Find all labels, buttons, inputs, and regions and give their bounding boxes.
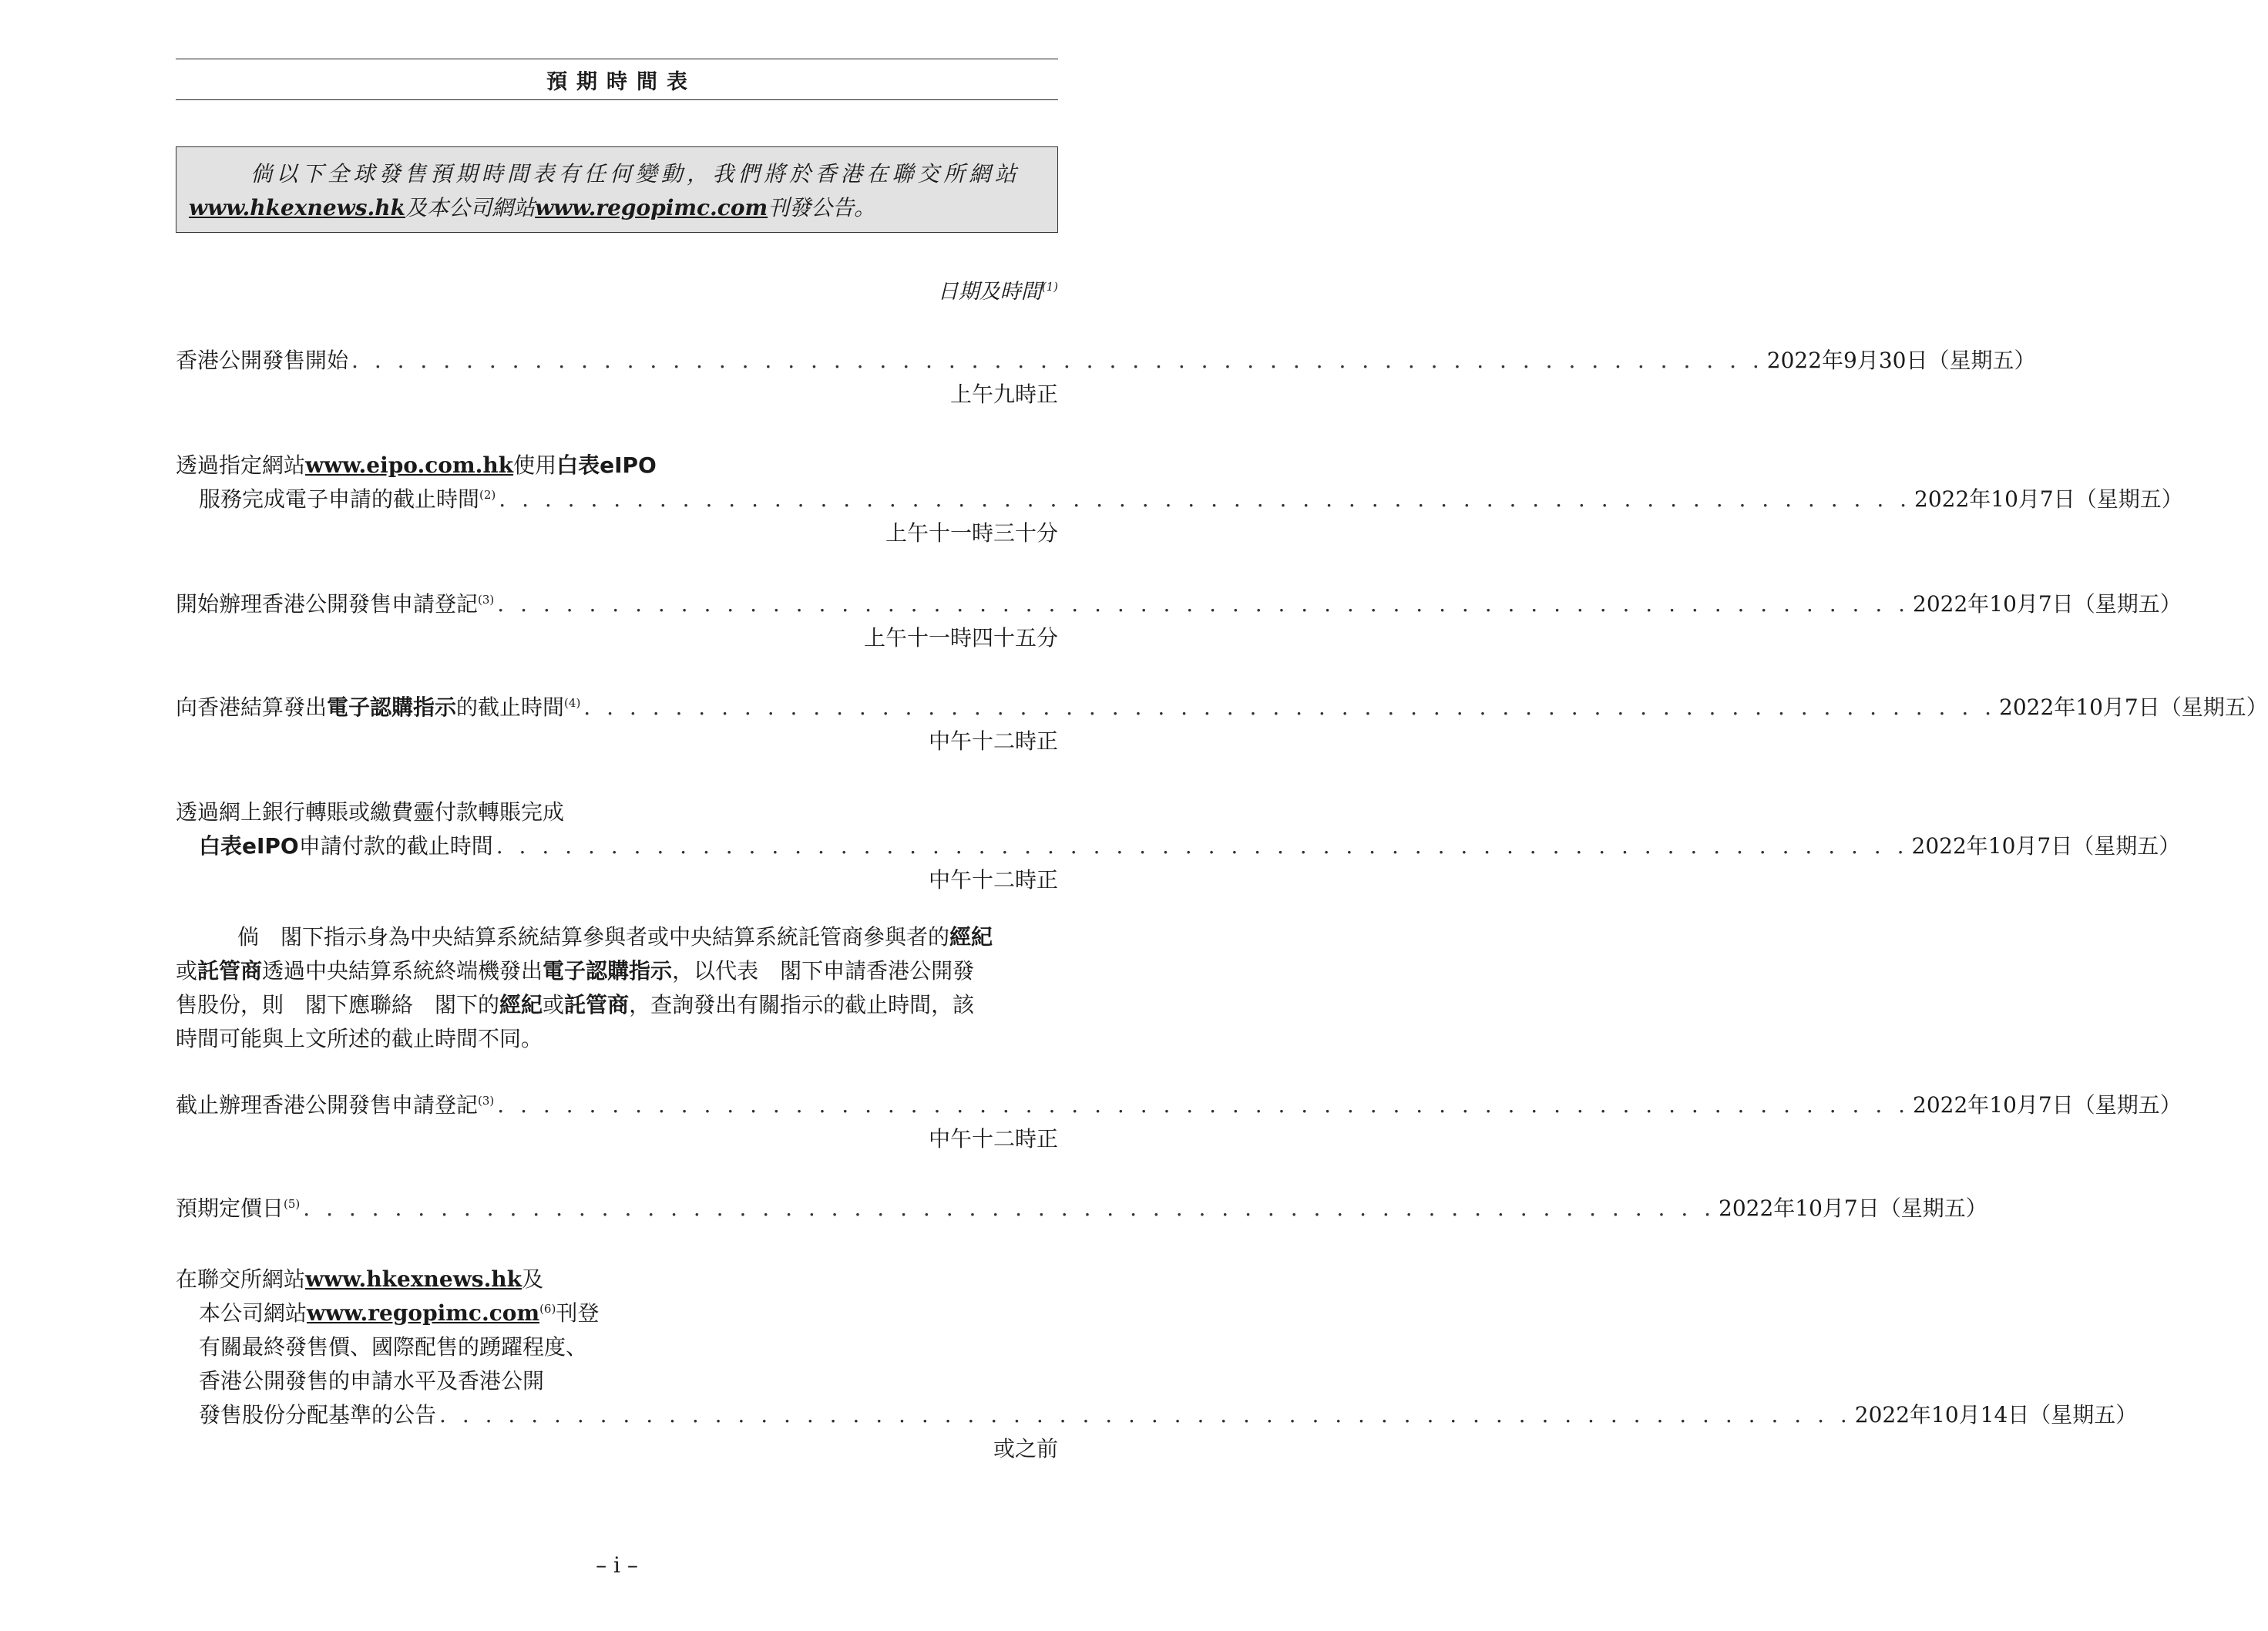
entry-payment-deadline bbox=[199, 829, 2181, 863]
entry-eipo-line-1 bbox=[176, 449, 1058, 483]
entry-payment-line-1: 透過網上銀行轉賬或繳費靈付款轉賬完成 bbox=[176, 799, 565, 825]
entry-time: 或之前 bbox=[993, 1436, 1058, 1461]
notice-text: 及本公司網站 bbox=[405, 195, 536, 220]
entry-announce-line-3: 有關最終發售價、國際配售的踴躍程度、 bbox=[199, 1334, 588, 1360]
entry-label-text: 截止辦理香港公開發售申請登記 bbox=[176, 1092, 479, 1118]
footnote-ref: (6) bbox=[539, 1302, 556, 1316]
hkexnews-link[interactable]: www.hkexnews.hk bbox=[189, 195, 406, 220]
entry-label-text: 的截止時間 bbox=[456, 694, 565, 720]
eipo-link[interactable]: www.eipo.com.hk bbox=[305, 452, 514, 478]
entry-label-text: 預期定價日 bbox=[176, 1196, 284, 1221]
leader-dots: . . . . . . . . . . . . . . . . . . . . . . . . . . . . . . . . . . . . . . . . . . . . . . . . . . . . . . . . . . . . . . bbox=[499, 486, 1912, 512]
entry-label: 發售股份分配基準的公告 bbox=[199, 1402, 437, 1428]
entry-eipo-deadline bbox=[199, 483, 2183, 516]
entry-label-text: 向香港結算發出 bbox=[176, 694, 328, 720]
entry-time: 中午十二時正 bbox=[928, 867, 1058, 893]
notice-box bbox=[176, 146, 1058, 233]
entry-date: 2022年10月7日（星期五） bbox=[1719, 1196, 1987, 1221]
footnote-ref: (3) bbox=[478, 593, 495, 607]
leader-dots: . . . . . . . . . . . . . . . . . . . . . . . . . . . . . . . . . . . . . . . . . . . . . . . . . . . . . . . . . . . . . . bbox=[303, 1196, 1716, 1221]
paragraph-bold: 託管商 bbox=[197, 958, 263, 984]
regopimc-link[interactable]: www.regopimc.com bbox=[535, 195, 768, 220]
paragraph-text: ，以代表 閣下申請香港公開發 bbox=[672, 958, 975, 984]
paragraph-text: 透過中央結算系統終端機發出 bbox=[262, 958, 543, 984]
leader-dots: . . . . . . . . . . . . . . . . . . . . . . . . . . . . . . . . . . . . . . . . . . . . . . . . . . . . . . . . . . . . . . bbox=[497, 591, 1910, 617]
entry-announce-line-4: 香港公開發售的申請水平及香港公開 bbox=[199, 1368, 545, 1394]
paragraph-bold: 經紀 bbox=[499, 992, 543, 1017]
entry-label bbox=[199, 483, 496, 520]
entry-electronic-instructions bbox=[176, 691, 2268, 725]
entry-public-offer-start bbox=[176, 344, 2036, 378]
entry-label: 透過指定網站 bbox=[176, 452, 306, 478]
paragraph-line bbox=[176, 954, 1058, 988]
entry-date: 2022年10月14日（星期五） bbox=[1854, 1402, 2138, 1428]
footnote-ref: (3) bbox=[478, 1094, 495, 1108]
footnote-ref: (5) bbox=[284, 1197, 301, 1211]
date-time-label: 日期及時間 bbox=[937, 280, 1042, 304]
entry-label: 使用 bbox=[513, 452, 557, 478]
entry-label-text: 服務完成電子申請的截止時間 bbox=[199, 486, 480, 512]
footnote-ref: (2) bbox=[479, 488, 496, 502]
paragraph-text: 倘 閣下指示身為中央結算系統結算參與者或中央結算系統託管商參與者的 bbox=[237, 924, 950, 950]
entry-label-text: 開始辦理香港公開發售申請登記 bbox=[176, 591, 479, 617]
entry-registration-open bbox=[176, 587, 2182, 621]
paragraph-bold: 經紀 bbox=[949, 924, 993, 950]
regopimc-link[interactable]: www.regopimc.com bbox=[307, 1300, 540, 1326]
entry-registration-close bbox=[176, 1088, 2182, 1122]
entry-pricing-date bbox=[176, 1192, 1987, 1226]
date-time-header bbox=[938, 274, 1058, 304]
paragraph-text: ，查詢發出有關指示的截止時間，該 bbox=[629, 992, 975, 1017]
entry-label bbox=[176, 691, 580, 728]
leader-dots: . . . . . . . . . . . . . . . . . . . . . . . . . . . . . . . . . . . . . . . . . . . . . . . . . . . . . . . . . . . . . . bbox=[496, 833, 1909, 859]
entry-announce-line-1 bbox=[176, 1263, 1058, 1296]
leader-dots: . . . . . . . . . . . . . . . . . . . . . . . . . . . . . . . . . . . . . . . . . . . . . . . . . . . . . . . . . . . . . . bbox=[351, 348, 1764, 373]
entry-label-text: 及 bbox=[522, 1266, 544, 1292]
broker-custodian-paragraph bbox=[176, 920, 1058, 1056]
entry-label-bold: 白表eIPO bbox=[556, 452, 657, 478]
paragraph-line bbox=[176, 988, 1058, 1022]
paragraph-text: 或 bbox=[176, 958, 198, 984]
paragraph-text: 售股份，則 閣下應聯絡 閣下的 bbox=[176, 992, 500, 1017]
entry-time: 上午十一時四十五分 bbox=[863, 625, 1058, 651]
page-number: – i – bbox=[596, 1552, 638, 1578]
entry-date: 2022年10月7日（星期五） bbox=[1913, 1092, 2182, 1118]
entry-date: 2022年10月7日（星期五） bbox=[1911, 833, 2181, 859]
footnote-ref: (4) bbox=[564, 696, 581, 710]
leader-dots: . . . . . . . . . . . . . . . . . . . . . . . . . . . . . . . . . . . . . . . . . . . . . . . . . . . . . . . . . . . . . . bbox=[497, 1092, 1910, 1118]
notice-line-1: 倘以下全球發售預期時間表有任何變動，我們將於香港在聯交所網站 bbox=[250, 161, 1021, 187]
entry-label bbox=[199, 829, 493, 863]
entry-label-bold: 白表eIPO bbox=[199, 833, 299, 859]
page-title: 預期時間表 bbox=[546, 69, 697, 94]
entry-label bbox=[176, 1192, 300, 1229]
hkexnews-link[interactable]: www.hkexnews.hk bbox=[305, 1266, 522, 1292]
entry-label-text: 在聯交所網站 bbox=[176, 1266, 306, 1292]
paragraph-line bbox=[176, 920, 1058, 954]
leader-dots: . . . . . . . . . . . . . . . . . . . . . . . . . . . . . . . . . . . . . . . . . . . . . . . . . . . . . . . . . . . . . . bbox=[583, 694, 1997, 720]
notice-line-2 bbox=[189, 191, 1045, 225]
entry-label-text: 申請付款的截止時間 bbox=[298, 833, 493, 859]
paragraph-bold: 電子認購指示 bbox=[543, 958, 673, 984]
paragraph-text: 或 bbox=[543, 992, 565, 1017]
entry-time: 中午十二時正 bbox=[928, 1126, 1058, 1152]
entry-label bbox=[176, 1088, 494, 1125]
footnote-ref: (1) bbox=[1041, 280, 1058, 294]
notice-text-end: 刊發公告。 bbox=[768, 195, 876, 220]
entry-label-text: 刊登 bbox=[556, 1300, 600, 1326]
paragraph-bold: 託管商 bbox=[564, 992, 630, 1017]
entry-label-bold: 電子認購指示 bbox=[327, 694, 457, 720]
entry-announce-deadline bbox=[199, 1398, 2138, 1432]
entry-date: 2022年10月7日（星期五） bbox=[1999, 694, 2268, 720]
entry-label-text: 本公司網站 bbox=[199, 1300, 307, 1326]
entry-date: 2022年10月7日（星期五） bbox=[1914, 486, 2183, 512]
paragraph-line: 時間可能與上文所述的截止時間不同。 bbox=[176, 1026, 543, 1051]
entry-time: 中午十二時正 bbox=[928, 728, 1058, 754]
entry-date: 2022年10月7日（星期五） bbox=[1913, 591, 2182, 617]
entry-time: 上午九時正 bbox=[949, 382, 1058, 407]
entry-date: 2022年9月30日（星期五） bbox=[1766, 348, 2036, 373]
entry-announce-line-2 bbox=[199, 1296, 1058, 1330]
entry-label: 香港公開發售開始 bbox=[176, 348, 349, 373]
leader-dots: . . . . . . . . . . . . . . . . . . . . . . . . . . . . . . . . . . . . . . . . . . . . . . . . . . . . . . . . . . . . . . bbox=[439, 1402, 1852, 1428]
section-header bbox=[176, 59, 1058, 100]
entry-time: 上午十一時三十分 bbox=[885, 520, 1058, 546]
entry-label bbox=[176, 587, 494, 624]
